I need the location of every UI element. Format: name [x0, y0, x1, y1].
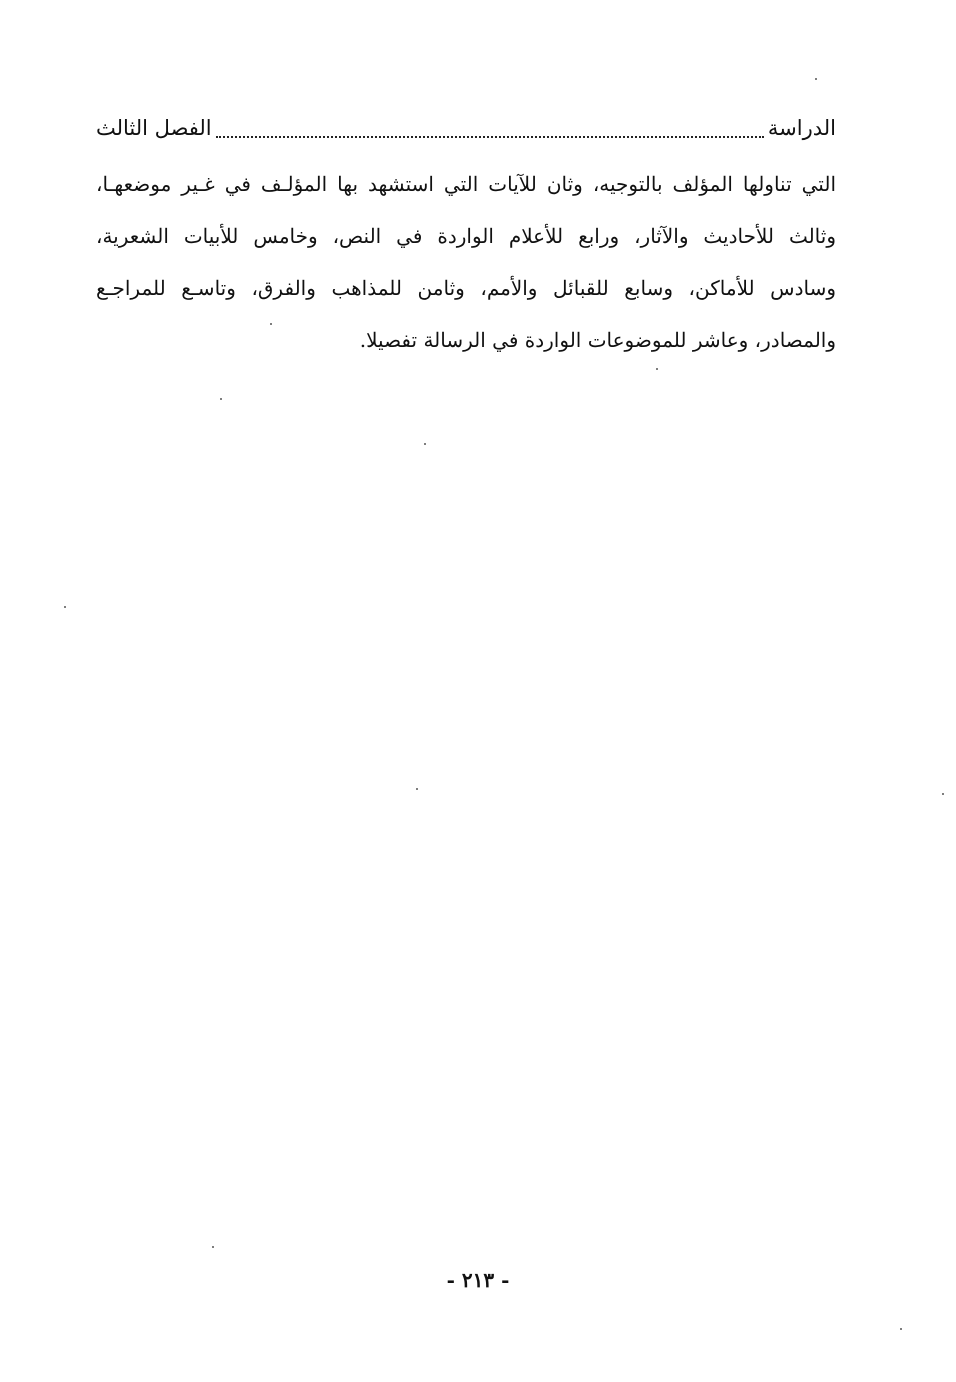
scan-speck — [220, 398, 222, 400]
text-line: وثالث للأحاديث والآثار، ورابع للأعلام الواردة في النص، وخامس للأبيات الشعرية، — [96, 224, 836, 248]
scan-speck — [424, 443, 426, 445]
text-line: وسادس للأماكن، وسابع للقبائل والأمم، وثامن للمذاهب والفرق، وتاسـع للمراجـع — [96, 276, 836, 300]
scan-speck — [900, 1328, 902, 1330]
scan-speck — [656, 368, 658, 370]
page-number: - ٢١٣ - — [446, 1268, 510, 1292]
header-chapter-title: الفصل الثالث — [96, 116, 212, 140]
text-line: والمصادر، وعاشر للموضوعات الواردة في الرسالة تفصيلا. — [359, 328, 836, 352]
running-header — [96, 108, 836, 148]
scan-speck — [815, 78, 817, 80]
header-dot-leader — [216, 136, 764, 138]
scan-speck — [212, 1246, 214, 1248]
body-paragraph — [96, 158, 836, 366]
scan-speck — [416, 788, 418, 790]
scan-speck — [942, 793, 944, 795]
scan-speck — [270, 323, 272, 325]
header-section-title: الدراسة — [767, 116, 836, 140]
scan-speck — [64, 606, 66, 608]
text-line: التي تناولها المؤلف بالتوجيه، وثان للآيات التي استشهد بها المؤلـف في غـير موضعهـا، — [96, 172, 836, 196]
